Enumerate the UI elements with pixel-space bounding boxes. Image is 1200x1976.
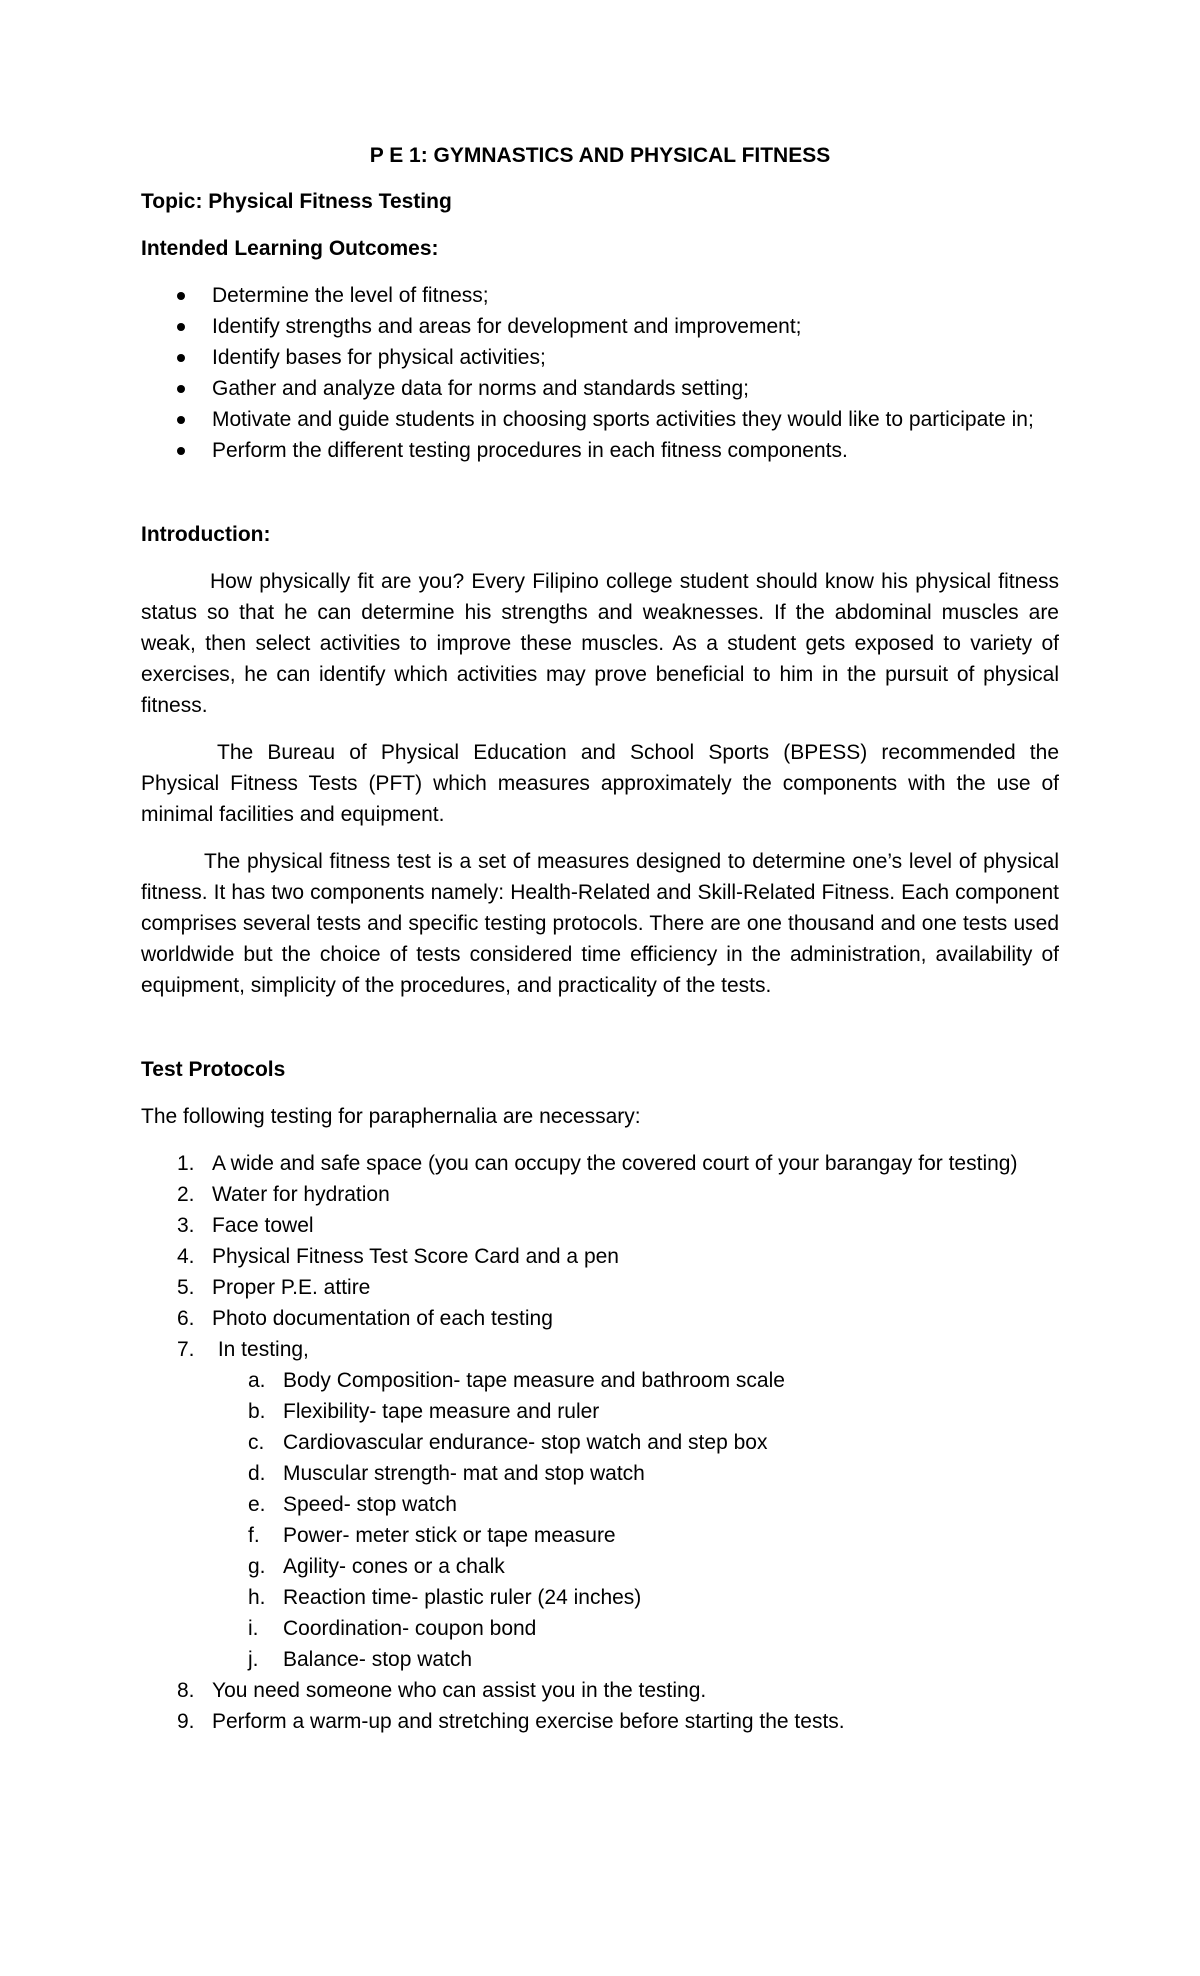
- list-item: j. Balance- stop watch: [248, 1648, 473, 1671]
- bullet-icon: [177, 292, 185, 300]
- list-item: Motivate and guide students in choosing sports activities they would like to participate in;: [141, 404, 1059, 435]
- bullet-icon: [177, 447, 185, 455]
- bullet-icon: [177, 323, 185, 331]
- list-item: Gather and analyze data for norms and standards setting;: [141, 373, 1059, 404]
- intro-paragraph-3: The physical fitness test is a set of measures designed to determine one’s level of physical fitness. It has two components namely: Health-Related and Skill-Related Fitness. Each component comprises several tests and specific testing protocols. There are one thousand and one tests used worldwide but the choice of tests considered time efficiency in the administration, availability of equipment, simplicity of the procedures, and practicality of the tests.: [141, 850, 1059, 997]
- ilo-heading: Intended Learning Outcomes:: [141, 237, 439, 260]
- list-item: 3. Face towel: [177, 1214, 314, 1237]
- protocols-list-continued: [141, 1675, 1059, 1737]
- list-item: g. Agility- cones or a chalk: [248, 1555, 505, 1578]
- intro-paragraph-2: The Bureau of Physical Education and School Sports (BPESS) recommended the Physical Fitness Tests (PFT) which measures approximately the components with the use of minimal facilities and equipment.: [141, 741, 1059, 826]
- topic-heading: Topic: Physical Fitness Testing: [141, 190, 452, 213]
- document-body: [141, 140, 1059, 1737]
- list-item: 5. Proper P.E. attire: [177, 1276, 371, 1299]
- list-item: Identify bases for physical activities;: [141, 342, 1059, 373]
- list-item: 7. In testing,: [177, 1338, 309, 1361]
- protocols-list: [141, 1148, 1059, 1365]
- testing-equipment-list: [141, 1365, 1059, 1675]
- introduction-heading: Introduction:: [141, 523, 271, 546]
- bullet-icon: [177, 385, 185, 393]
- ilo-list: [141, 280, 1059, 466]
- list-item: b. Flexibility- tape measure and ruler: [248, 1400, 600, 1423]
- list-item: e. Speed- stop watch: [248, 1493, 457, 1516]
- list-item: 2. Water for hydration: [177, 1183, 390, 1206]
- list-item: 1. A wide and safe space (you can occupy the covered court of your barangay for testing): [177, 1152, 1018, 1175]
- list-item: 4. Physical Fitness Test Score Card and a pen: [177, 1245, 619, 1268]
- list-item: Identify strengths and areas for development and improvement;: [141, 311, 1059, 342]
- list-item: 9. Perform a warm-up and stretching exercise before starting the tests.: [177, 1710, 845, 1733]
- list-item: f. Power- meter stick or tape measure: [248, 1524, 616, 1547]
- list-item: Determine the level of fitness;: [141, 280, 1059, 311]
- bullet-icon: [177, 416, 185, 424]
- list-item: Perform the different testing procedures in each fitness components.: [141, 435, 1059, 466]
- list-item: a. Body Composition- tape measure and bathroom scale: [248, 1369, 785, 1392]
- intro-paragraph-1: How physically fit are you? Every Filipino college student should know his physical fitness status so that he can determine his strengths and weaknesses. If the abdominal muscles are weak, then select activities to improve these muscles. As a student gets exposed to variety of exercises, he can identify which activities may prove beneficial to him in the pursuit of physical fitness.: [141, 570, 1059, 717]
- bullet-icon: [177, 354, 185, 362]
- protocols-intro: The following testing for paraphernalia are necessary:: [141, 1105, 641, 1128]
- list-item: 8. You need someone who can assist you in the testing.: [177, 1679, 707, 1702]
- list-item: d. Muscular strength- mat and stop watch: [248, 1462, 645, 1485]
- list-item: c. Cardiovascular endurance- stop watch and step box: [248, 1431, 768, 1454]
- list-item: 6. Photo documentation of each testing: [177, 1307, 553, 1330]
- list-item: h. Reaction time- plastic ruler (24 inches): [248, 1586, 642, 1609]
- page-title: P E 1: GYMNASTICS AND PHYSICAL FITNESS: [369, 144, 831, 167]
- list-item: i. Coordination- coupon bond: [248, 1617, 537, 1640]
- test-protocols-heading: Test Protocols: [141, 1058, 286, 1081]
